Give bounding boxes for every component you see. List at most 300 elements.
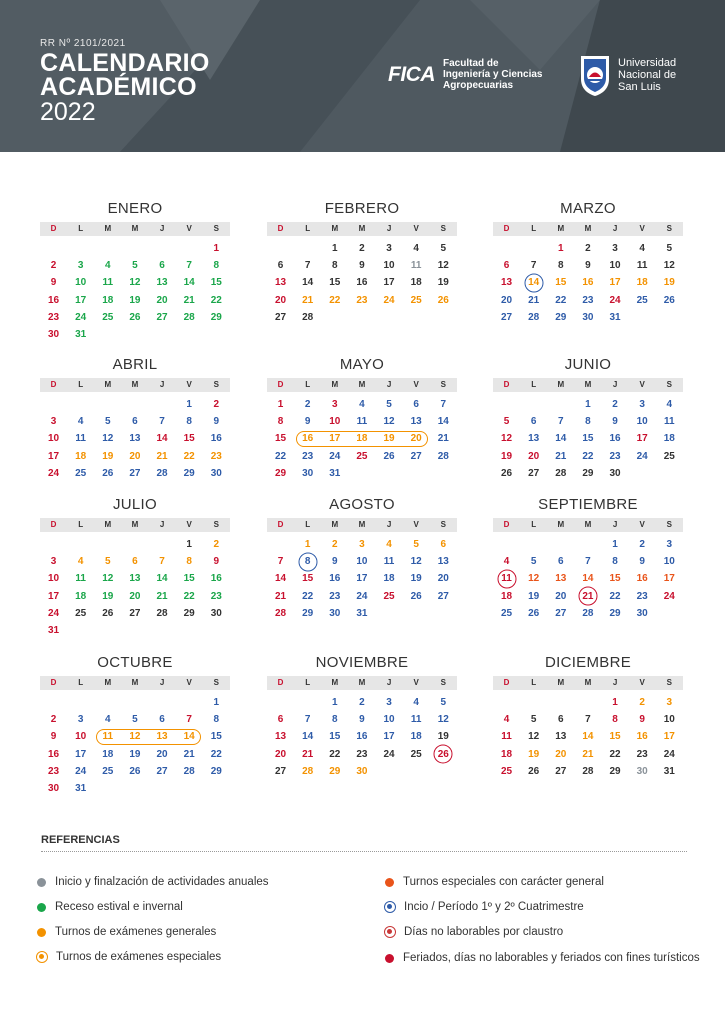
month-febrero bbox=[267, 200, 457, 326]
month-name: NOVIEMBRE bbox=[315, 654, 409, 671]
weekday-label: D bbox=[277, 678, 284, 687]
day-cell: 22 bbox=[555, 294, 567, 306]
legend-ring-icon bbox=[384, 926, 396, 938]
day-cell: 19 bbox=[129, 748, 141, 760]
day-cell: 1 bbox=[612, 697, 618, 708]
empty-cell bbox=[149, 536, 176, 553]
day-cell: 3 bbox=[77, 714, 84, 726]
day-cell: 1 bbox=[304, 539, 311, 550]
day-cell: 13 bbox=[555, 731, 567, 743]
day-cell: 5 bbox=[666, 243, 673, 254]
empty-cell bbox=[520, 694, 547, 711]
day-cell: 12 bbox=[528, 573, 540, 585]
day-cell: 29 bbox=[210, 765, 222, 777]
weekday-label: V bbox=[639, 520, 645, 529]
day-cell: 6 bbox=[159, 714, 165, 726]
day-cell: 22 bbox=[582, 450, 594, 462]
day-cell: 9 bbox=[213, 416, 220, 428]
day-cell: 1 bbox=[213, 697, 220, 708]
day-cell: 28 bbox=[528, 311, 540, 323]
day-cell: 6 bbox=[558, 714, 564, 726]
day-cell: 1 bbox=[186, 539, 192, 550]
day-cell: 18 bbox=[383, 573, 395, 585]
month-julio bbox=[40, 496, 230, 639]
day-cell: 17 bbox=[636, 433, 648, 445]
legend-dot-icon bbox=[37, 928, 46, 937]
day-cell: 11 bbox=[664, 416, 675, 428]
day-cell: 2 bbox=[50, 260, 57, 272]
legend-dot-icon bbox=[37, 903, 46, 912]
weekday-label: M bbox=[331, 224, 339, 233]
month-enero bbox=[40, 200, 230, 343]
reference-item: Incio / Período 1º y 2º Cuatrimestre bbox=[384, 901, 584, 913]
weekday-label: V bbox=[186, 678, 192, 687]
weekday-label: L bbox=[78, 520, 84, 529]
month-marzo bbox=[493, 200, 683, 326]
day-cell: 14 bbox=[437, 416, 449, 428]
day-cell: 18 bbox=[75, 590, 87, 602]
month-mayo bbox=[267, 356, 457, 482]
day-cell: 19 bbox=[437, 731, 449, 743]
day-cell: 16 bbox=[210, 433, 222, 445]
weekday-label: M bbox=[331, 520, 339, 529]
weekday-label: V bbox=[639, 678, 645, 687]
empty-cell bbox=[121, 694, 148, 711]
weekday-label: J bbox=[159, 224, 165, 233]
day-cell: 2 bbox=[332, 539, 338, 550]
day-cell: 2 bbox=[213, 399, 220, 410]
title-line-1: CALENDARIO bbox=[40, 49, 210, 77]
day-cell: 4 bbox=[413, 697, 419, 708]
day-cell: 13 bbox=[156, 731, 168, 743]
empty-cell bbox=[94, 536, 121, 553]
references-divider bbox=[41, 851, 687, 852]
day-cell: 23 bbox=[48, 765, 60, 777]
day-cell: 30 bbox=[356, 765, 368, 777]
day-cell: 24 bbox=[48, 607, 60, 619]
day-cell: 2 bbox=[612, 399, 618, 410]
empty-cell bbox=[493, 240, 520, 257]
day-cell: 28 bbox=[302, 765, 314, 777]
title-block bbox=[40, 38, 210, 125]
day-cell: 11 bbox=[356, 416, 368, 428]
day-cell: 30 bbox=[210, 607, 222, 619]
weekday-label: M bbox=[131, 678, 139, 687]
day-cell: 30 bbox=[302, 467, 314, 479]
day-cell: 3 bbox=[666, 697, 673, 708]
day-cell: 13 bbox=[555, 573, 567, 585]
day-cell: 20 bbox=[555, 748, 567, 760]
day-cell: 27 bbox=[275, 765, 287, 777]
day-cell: 5 bbox=[386, 399, 392, 410]
month-name: AGOSTO bbox=[329, 496, 395, 513]
day-cell: 21 bbox=[555, 450, 567, 462]
month-name: MARZO bbox=[560, 200, 616, 217]
day-cell: 22 bbox=[275, 450, 287, 462]
day-cell: 17 bbox=[329, 433, 341, 445]
day-cell: 31 bbox=[663, 765, 675, 777]
day-cell: 25 bbox=[410, 748, 422, 760]
day-cell: 21 bbox=[183, 748, 195, 760]
day-cell: 25 bbox=[410, 294, 422, 306]
weekday-label: S bbox=[440, 678, 446, 687]
day-cell: 9 bbox=[304, 416, 311, 428]
weekday-label: V bbox=[186, 224, 192, 233]
resolution-number: RR Nº 2101/2021 bbox=[40, 38, 126, 49]
day-cell: 12 bbox=[501, 433, 513, 445]
weekday-label: D bbox=[50, 224, 57, 233]
day-cell: 17 bbox=[609, 277, 621, 289]
day-cell: 28 bbox=[555, 467, 567, 479]
month-name: ABRIL bbox=[112, 356, 158, 373]
day-cell: 25 bbox=[75, 467, 87, 479]
empty-cell bbox=[294, 240, 321, 257]
month-name: MAYO bbox=[339, 356, 385, 373]
empty-cell bbox=[149, 694, 176, 711]
fica-wordmark: FICA bbox=[388, 62, 435, 86]
day-cell: 11 bbox=[501, 731, 512, 743]
day-cell: 25 bbox=[663, 450, 675, 462]
day-cell: 8 bbox=[277, 416, 284, 428]
weekday-header bbox=[40, 378, 230, 392]
day-cell: 8 bbox=[213, 714, 220, 726]
day-cell: 18 bbox=[356, 433, 368, 445]
day-cell: 17 bbox=[383, 277, 395, 289]
day-cell: 4 bbox=[77, 556, 84, 568]
day-cell: 23 bbox=[302, 450, 314, 462]
day-cell: 17 bbox=[663, 573, 675, 585]
day-cell: 30 bbox=[636, 607, 648, 619]
references-title: REFERENCIAS bbox=[41, 834, 120, 846]
weekday-label: J bbox=[612, 380, 618, 389]
day-cell: 19 bbox=[528, 748, 540, 760]
day-cell: 14 bbox=[302, 277, 314, 289]
weekday-header bbox=[267, 676, 457, 690]
header-banner bbox=[0, 0, 725, 152]
day-cell: 23 bbox=[636, 590, 648, 602]
weekday-label: D bbox=[50, 380, 57, 389]
day-cell: 7 bbox=[159, 556, 165, 568]
empty-cell bbox=[547, 694, 574, 711]
day-cell: 30 bbox=[636, 765, 648, 777]
day-cell: 10 bbox=[609, 260, 621, 272]
day-cell: 27 bbox=[410, 450, 422, 462]
day-cell: 7 bbox=[159, 416, 165, 428]
month-name: DICIEMBRE bbox=[544, 654, 632, 671]
day-cell: 23 bbox=[329, 590, 341, 602]
empty-cell bbox=[94, 694, 121, 711]
day-cell: 19 bbox=[501, 450, 513, 462]
empty-cell bbox=[176, 240, 203, 257]
day-cell: 24 bbox=[663, 590, 675, 602]
weekday-label: L bbox=[78, 380, 84, 389]
day-cell: 29 bbox=[609, 765, 621, 777]
day-grid bbox=[40, 396, 230, 482]
day-cell: 4 bbox=[666, 399, 673, 410]
month-name: FEBRERO bbox=[324, 200, 400, 217]
weekday-label: S bbox=[213, 678, 219, 687]
day-cell: 17 bbox=[48, 590, 60, 602]
day-cell: 14 bbox=[555, 433, 567, 445]
day-cell: 6 bbox=[558, 556, 564, 568]
day-cell: 29 bbox=[210, 311, 222, 323]
weekday-header bbox=[493, 518, 683, 532]
day-cell: 10 bbox=[383, 260, 395, 272]
month-name: JUNIO bbox=[564, 356, 612, 373]
day-cell: 10 bbox=[75, 731, 87, 743]
day-cell: 22 bbox=[609, 748, 621, 760]
day-cell: 21 bbox=[582, 748, 594, 760]
university-name: Universidad Nacional de San Luis bbox=[618, 57, 677, 93]
day-cell: 3 bbox=[386, 697, 392, 708]
day-cell: 4 bbox=[77, 416, 84, 428]
day-cell: 21 bbox=[156, 590, 168, 602]
day-cell: 15 bbox=[302, 573, 314, 585]
day-cell: 16 bbox=[582, 277, 594, 289]
empty-cell bbox=[40, 536, 67, 553]
empty-cell bbox=[40, 396, 67, 413]
weekday-label: M bbox=[358, 380, 366, 389]
day-cell: 20 bbox=[156, 294, 168, 306]
weekday-label: L bbox=[305, 520, 311, 529]
day-cell: 29 bbox=[609, 607, 621, 619]
day-cell: 2 bbox=[50, 714, 57, 726]
day-cell: 6 bbox=[277, 714, 284, 726]
day-cell: 7 bbox=[186, 260, 192, 272]
day-cell: 16 bbox=[329, 573, 341, 585]
day-cell: 26 bbox=[102, 467, 114, 479]
day-cell: 3 bbox=[359, 539, 365, 550]
day-cell: 3 bbox=[612, 243, 618, 254]
reference-item: Turnos de exámenes generales bbox=[37, 926, 216, 938]
day-cell: 9 bbox=[585, 260, 591, 272]
day-cell: 27 bbox=[437, 590, 449, 602]
weekday-label: M bbox=[557, 678, 565, 687]
day-cell: 17 bbox=[383, 731, 395, 743]
day-cell: 4 bbox=[503, 714, 510, 726]
day-cell: 14 bbox=[302, 731, 314, 743]
day-cell: 4 bbox=[413, 243, 419, 254]
university-logo bbox=[578, 53, 676, 97]
day-cell: 13 bbox=[501, 277, 513, 289]
day-cell: 30 bbox=[609, 467, 621, 479]
day-cell: 19 bbox=[129, 294, 141, 306]
weekday-label: M bbox=[584, 678, 592, 687]
day-cell: 21 bbox=[302, 294, 314, 306]
day-cell: 12 bbox=[437, 260, 449, 272]
day-cell: 29 bbox=[183, 607, 195, 619]
legend-dot-icon bbox=[385, 954, 394, 963]
day-cell: 10 bbox=[356, 556, 368, 568]
day-cell: 11 bbox=[75, 433, 86, 445]
day-cell: 29 bbox=[302, 607, 314, 619]
day-grid bbox=[40, 240, 230, 343]
day-cell: 10 bbox=[663, 556, 675, 568]
day-cell: 23 bbox=[356, 294, 368, 306]
day-cell: 27 bbox=[129, 467, 141, 479]
day-cell: 23 bbox=[609, 450, 621, 462]
empty-cell bbox=[67, 240, 94, 257]
weekday-label: M bbox=[331, 678, 339, 687]
day-cell: 13 bbox=[275, 277, 287, 289]
day-cell: 21 bbox=[275, 590, 287, 602]
day-cell: 13 bbox=[156, 277, 168, 289]
day-cell: 18 bbox=[410, 731, 422, 743]
day-cell: 20 bbox=[437, 573, 449, 585]
day-cell: 29 bbox=[275, 467, 287, 479]
day-cell: 28 bbox=[437, 450, 449, 462]
day-cell: 24 bbox=[663, 748, 675, 760]
weekday-label: D bbox=[277, 380, 284, 389]
day-cell: 20 bbox=[410, 433, 422, 445]
day-cell: 6 bbox=[440, 539, 447, 550]
weekday-label: M bbox=[557, 520, 565, 529]
day-cell: 20 bbox=[275, 748, 287, 760]
day-cell: 18 bbox=[501, 748, 513, 760]
day-cell: 4 bbox=[639, 243, 645, 254]
day-cell: 12 bbox=[410, 556, 422, 568]
day-cell: 11 bbox=[102, 731, 114, 743]
day-cell: 24 bbox=[356, 590, 368, 602]
empty-cell bbox=[149, 240, 176, 257]
day-cell: 22 bbox=[609, 590, 621, 602]
day-cell: 12 bbox=[129, 731, 141, 743]
weekday-label: D bbox=[50, 520, 57, 529]
day-cell: 6 bbox=[132, 556, 138, 568]
day-cell: 25 bbox=[75, 607, 87, 619]
day-cell: 14 bbox=[183, 277, 195, 289]
month-noviembre bbox=[267, 654, 457, 780]
day-cell: 14 bbox=[582, 573, 594, 585]
day-cell: 8 bbox=[213, 260, 220, 272]
day-cell: 16 bbox=[356, 731, 368, 743]
weekday-label: J bbox=[159, 380, 165, 389]
day-cell: 2 bbox=[639, 697, 645, 708]
weekday-label: D bbox=[503, 520, 510, 529]
empty-cell bbox=[267, 240, 294, 257]
day-cell: 26 bbox=[129, 765, 141, 777]
day-cell: 31 bbox=[356, 607, 368, 619]
day-cell: 27 bbox=[129, 607, 141, 619]
day-cell: 16 bbox=[609, 433, 621, 445]
day-cell: 6 bbox=[132, 416, 138, 428]
day-grid bbox=[40, 694, 230, 797]
weekday-label: M bbox=[131, 224, 139, 233]
weekday-label: D bbox=[503, 224, 510, 233]
day-cell: 14 bbox=[582, 731, 594, 743]
day-cell: 14 bbox=[520, 274, 547, 291]
day-cell: 24 bbox=[329, 450, 341, 462]
weekday-header bbox=[493, 378, 683, 392]
empty-cell bbox=[267, 536, 294, 553]
day-grid bbox=[267, 694, 457, 780]
month-name: SEPTIEMBRE bbox=[538, 496, 638, 513]
day-cell: 4 bbox=[105, 260, 111, 272]
day-cell: 17 bbox=[75, 748, 87, 760]
day-cell: 8 bbox=[186, 556, 192, 568]
day-cell: 30 bbox=[582, 311, 594, 323]
day-cell: 26 bbox=[501, 467, 513, 479]
day-cell: 10 bbox=[636, 416, 648, 428]
empty-cell bbox=[294, 694, 321, 711]
day-cell: 3 bbox=[77, 260, 84, 272]
day-cell: 11 bbox=[75, 573, 86, 585]
day-cell: 16 bbox=[210, 573, 222, 585]
day-cell: 11 bbox=[493, 570, 520, 587]
empty-cell bbox=[547, 396, 574, 413]
day-cell: 26 bbox=[102, 607, 114, 619]
empty-cell bbox=[94, 396, 121, 413]
day-cell: 21 bbox=[156, 450, 168, 462]
day-cell: 26 bbox=[430, 746, 457, 763]
weekday-header bbox=[267, 222, 457, 236]
day-cell: 1 bbox=[612, 539, 618, 550]
weekday-label: L bbox=[78, 678, 84, 687]
day-cell: 5 bbox=[530, 714, 537, 726]
day-cell: 18 bbox=[663, 433, 675, 445]
empty-cell bbox=[121, 240, 148, 257]
day-cell: 13 bbox=[129, 433, 141, 445]
day-cell: 14 bbox=[275, 573, 287, 585]
day-cell: 3 bbox=[50, 556, 57, 568]
day-cell: 1 bbox=[186, 399, 192, 410]
weekday-label: S bbox=[213, 380, 219, 389]
weekday-label: M bbox=[131, 520, 139, 529]
day-cell: 15 bbox=[183, 433, 195, 445]
day-cell: 12 bbox=[102, 433, 114, 445]
day-cell: 23 bbox=[356, 748, 368, 760]
day-cell: 24 bbox=[636, 450, 648, 462]
empty-cell bbox=[67, 396, 94, 413]
day-cell: 17 bbox=[75, 294, 87, 306]
day-cell: 16 bbox=[48, 294, 60, 306]
day-cell: 1 bbox=[585, 399, 591, 410]
weekday-label: M bbox=[104, 678, 112, 687]
day-cell: 22 bbox=[302, 590, 314, 602]
day-cell: 12 bbox=[528, 731, 540, 743]
day-cell: 22 bbox=[210, 748, 222, 760]
empty-cell bbox=[520, 536, 547, 553]
day-cell: 7 bbox=[186, 714, 192, 726]
day-cell: 30 bbox=[48, 782, 60, 794]
day-cell: 21 bbox=[183, 294, 195, 306]
day-cell: 13 bbox=[275, 731, 287, 743]
day-cell: 7 bbox=[440, 399, 447, 410]
day-cell: 13 bbox=[437, 556, 449, 568]
day-cell: 29 bbox=[582, 467, 594, 479]
weekday-label: M bbox=[331, 380, 339, 389]
day-cell: 19 bbox=[102, 450, 114, 462]
day-cell: 1 bbox=[213, 243, 220, 254]
day-cell: 2 bbox=[213, 539, 220, 550]
day-cell: 28 bbox=[275, 607, 287, 619]
day-cell: 15 bbox=[329, 731, 341, 743]
day-cell: 10 bbox=[75, 277, 87, 289]
reference-item: Días no laborables por claustro bbox=[384, 926, 563, 938]
weekday-label: V bbox=[413, 520, 419, 529]
day-cell: 9 bbox=[213, 556, 220, 568]
weekday-label: L bbox=[305, 224, 311, 233]
weekday-header bbox=[493, 676, 683, 690]
day-cell: 13 bbox=[528, 433, 540, 445]
day-cell: 26 bbox=[383, 450, 395, 462]
day-cell: 17 bbox=[48, 450, 60, 462]
weekday-label: V bbox=[186, 520, 192, 529]
day-cell: 28 bbox=[156, 607, 168, 619]
day-cell: 27 bbox=[156, 311, 168, 323]
empty-cell bbox=[121, 536, 148, 553]
day-cell: 25 bbox=[501, 607, 513, 619]
